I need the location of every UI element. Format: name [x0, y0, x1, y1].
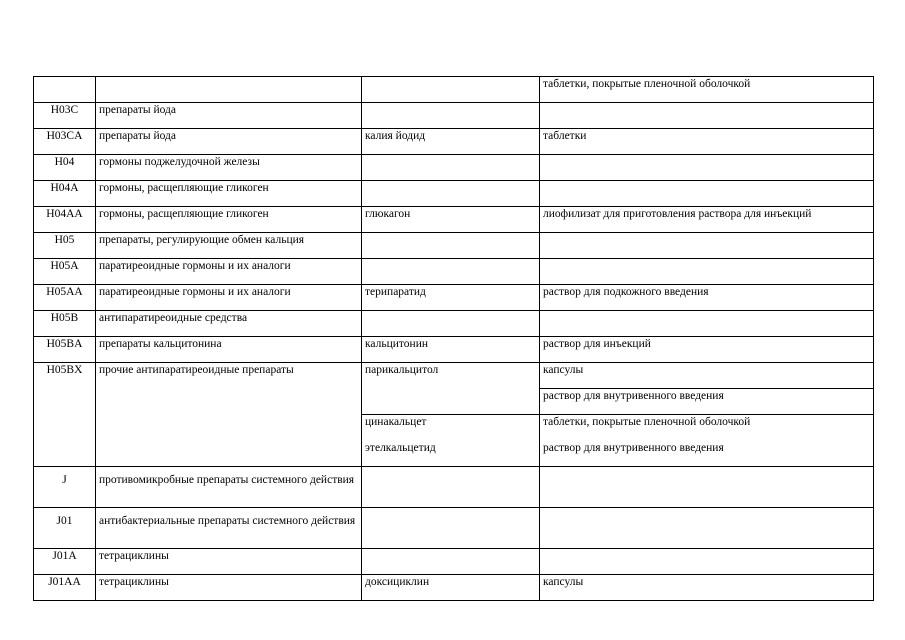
substance-cell [362, 467, 540, 508]
atc-code-cell: H03CA [34, 129, 96, 155]
table-row [34, 467, 874, 508]
substance-cell [362, 155, 540, 181]
description-cell: тетрациклины [96, 549, 362, 575]
description-cell: прочие антипаратиреоидные препараты [96, 363, 362, 467]
table-row [34, 77, 874, 103]
table-row [34, 181, 874, 207]
description-cell: паратиреоидные гормоны и их аналоги [96, 259, 362, 285]
description-cell [96, 77, 362, 103]
dosage-form-cell: таблетки [540, 129, 874, 155]
table-row [34, 207, 874, 233]
dosage-form-cell: капсулы [540, 363, 874, 389]
substance-cell: доксициклин [362, 575, 540, 601]
table-row [34, 259, 874, 285]
dosage-form-cell [540, 181, 874, 207]
substance-cell: терипаратид [362, 285, 540, 311]
description-cell: препараты, регулирующие обмен кальция [96, 233, 362, 259]
dosage-form-cell [540, 103, 874, 129]
description-cell: гормоны поджелудочной железы [96, 155, 362, 181]
table-row [34, 285, 874, 311]
table-row [34, 337, 874, 363]
dosage-form-cell: таблетки, покрытые пленочной оболочкой [540, 415, 874, 441]
substance-cell [362, 311, 540, 337]
description-cell: препараты кальцитонина [96, 337, 362, 363]
table-row [34, 103, 874, 129]
substance-cell: кальцитонин [362, 337, 540, 363]
description-cell: антибактериальные препараты системного действия [96, 508, 362, 549]
dosage-form-cell [540, 233, 874, 259]
table-row [34, 549, 874, 575]
dosage-form-cell: лиофилизат для приготовления раствора для инъекций [540, 207, 874, 233]
description-cell: тетрациклины [96, 575, 362, 601]
atc-code-cell: H05 [34, 233, 96, 259]
table-row [34, 575, 874, 601]
atc-code-cell: H05A [34, 259, 96, 285]
atc-code-cell: J01AA [34, 575, 96, 601]
dosage-form-cell: раствор для подкожного введения [540, 285, 874, 311]
atc-code-cell: H04 [34, 155, 96, 181]
dosage-form-cell: раствор для внутривенного введения [540, 441, 874, 467]
atc-code-cell: J01 [34, 508, 96, 549]
substance-cell [362, 103, 540, 129]
table-row [34, 233, 874, 259]
description-cell: гормоны, расщепляющие гликоген [96, 181, 362, 207]
substance-cell: цинакальцет [362, 415, 540, 441]
substance-cell [362, 77, 540, 103]
atc-code-cell: H05AA [34, 285, 96, 311]
dosage-form-cell [540, 311, 874, 337]
atc-code-cell [34, 77, 96, 103]
substance-cell: этелкальцетид [362, 441, 540, 467]
substance-cell: парикальцитол [362, 363, 540, 415]
substance-cell [362, 549, 540, 575]
substance-cell [362, 508, 540, 549]
atc-code-cell: H04AA [34, 207, 96, 233]
substance-cell [362, 259, 540, 285]
substance-cell [362, 233, 540, 259]
substance-cell: калия йодид [362, 129, 540, 155]
dosage-form-cell [540, 259, 874, 285]
dosage-form-cell [540, 467, 874, 508]
substance-cell [362, 181, 540, 207]
table-row [34, 155, 874, 181]
atc-code-cell: H05BX [34, 363, 96, 467]
table-row [34, 311, 874, 337]
description-cell: гормоны, расщепляющие гликоген [96, 207, 362, 233]
dosage-form-cell: капсулы [540, 575, 874, 601]
dosage-form-cell: раствор для инъекций [540, 337, 874, 363]
dosage-form-cell [540, 155, 874, 181]
atc-code-cell: J [34, 467, 96, 508]
atc-code-cell: J01A [34, 549, 96, 575]
description-cell: препараты йода [96, 103, 362, 129]
atc-code-cell: H05B [34, 311, 96, 337]
description-cell: противомикробные препараты системного действия [96, 467, 362, 508]
description-cell: антипаратиреоидные средства [96, 311, 362, 337]
dosage-form-cell: таблетки, покрытые пленочной оболочкой [540, 77, 874, 103]
table-row [34, 129, 874, 155]
dosage-form-cell [540, 508, 874, 549]
atc-code-cell: H04A [34, 181, 96, 207]
description-cell: паратиреоидные гормоны и их аналоги [96, 285, 362, 311]
document-page [33, 76, 873, 601]
description-cell: препараты йода [96, 129, 362, 155]
atc-code-cell: H03C [34, 103, 96, 129]
table-row [34, 508, 874, 549]
table-row [34, 363, 874, 389]
atc-code-cell: H05BA [34, 337, 96, 363]
substance-cell: глюкагон [362, 207, 540, 233]
dosage-form-cell: раствор для внутривенного введения [540, 389, 874, 415]
dosage-form-cell [540, 549, 874, 575]
drug-classification-table [33, 76, 874, 601]
